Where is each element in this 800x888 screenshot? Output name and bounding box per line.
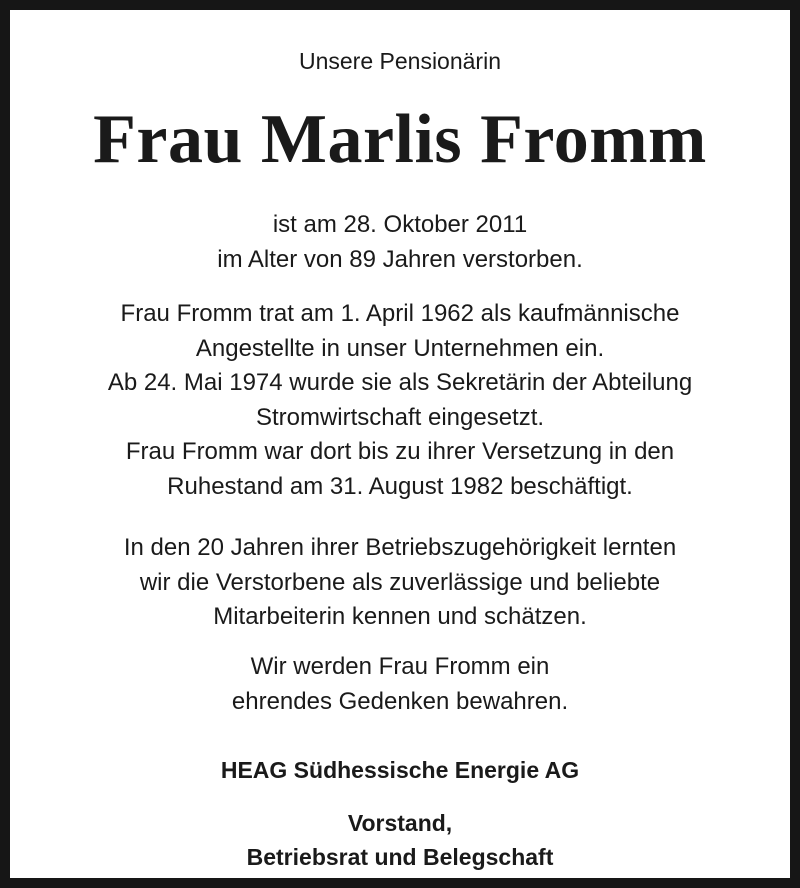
deceased-name: Frau Marlis Fromm bbox=[93, 101, 707, 178]
signatories bbox=[20, 806, 780, 874]
career-paragraph bbox=[20, 297, 780, 504]
career-line: Stromwirtschaft eingesetzt. bbox=[255, 403, 545, 431]
career-line: Frau Fromm war dort bis zu ihrer Versetzung in den bbox=[125, 438, 675, 465]
notice-content bbox=[20, 20, 780, 868]
career-line: Ruhestand am 31. August 1982 beschäftigt. bbox=[167, 472, 633, 500]
career-line: Angestellte in unser Unternehmen ein. bbox=[195, 334, 605, 362]
signatory-line: Vorstand, bbox=[347, 810, 453, 836]
remembrance-line: Wir werden Frau Fromm ein bbox=[250, 653, 550, 680]
death-line: im Alter von 89 Jahren verstorben. bbox=[217, 245, 583, 273]
death-paragraph bbox=[20, 208, 780, 277]
appreciation-line: In den 20 Jahren ihrer Betriebszugehörigkeit lernten bbox=[123, 534, 677, 561]
career-line: Ab 24. Mai 1974 wurde sie als Sekretärin der Abteilung bbox=[107, 369, 693, 396]
appreciation-line: wir die Verstorbene als zuverlässige und beliebte bbox=[139, 568, 661, 596]
intro-text: Unsere Pensionärin bbox=[298, 48, 501, 74]
remembrance-paragraph bbox=[20, 650, 780, 719]
career-line: Frau Fromm trat am 1. April 1962 als kaufmännische bbox=[120, 300, 680, 327]
company-line: HEAG Südhessische Energie AG bbox=[220, 757, 580, 783]
appreciation-line: Mitarbeiterin kennen und schätzen. bbox=[213, 603, 587, 630]
death-line: ist am 28. Oktober 2011 bbox=[272, 211, 528, 238]
company-name bbox=[20, 753, 780, 787]
appreciation-paragraph bbox=[20, 531, 780, 635]
signatory-line: Betriebsrat und Belegschaft bbox=[246, 844, 554, 870]
remembrance-line: ehrendes Gedenken bewahren. bbox=[231, 687, 569, 715]
